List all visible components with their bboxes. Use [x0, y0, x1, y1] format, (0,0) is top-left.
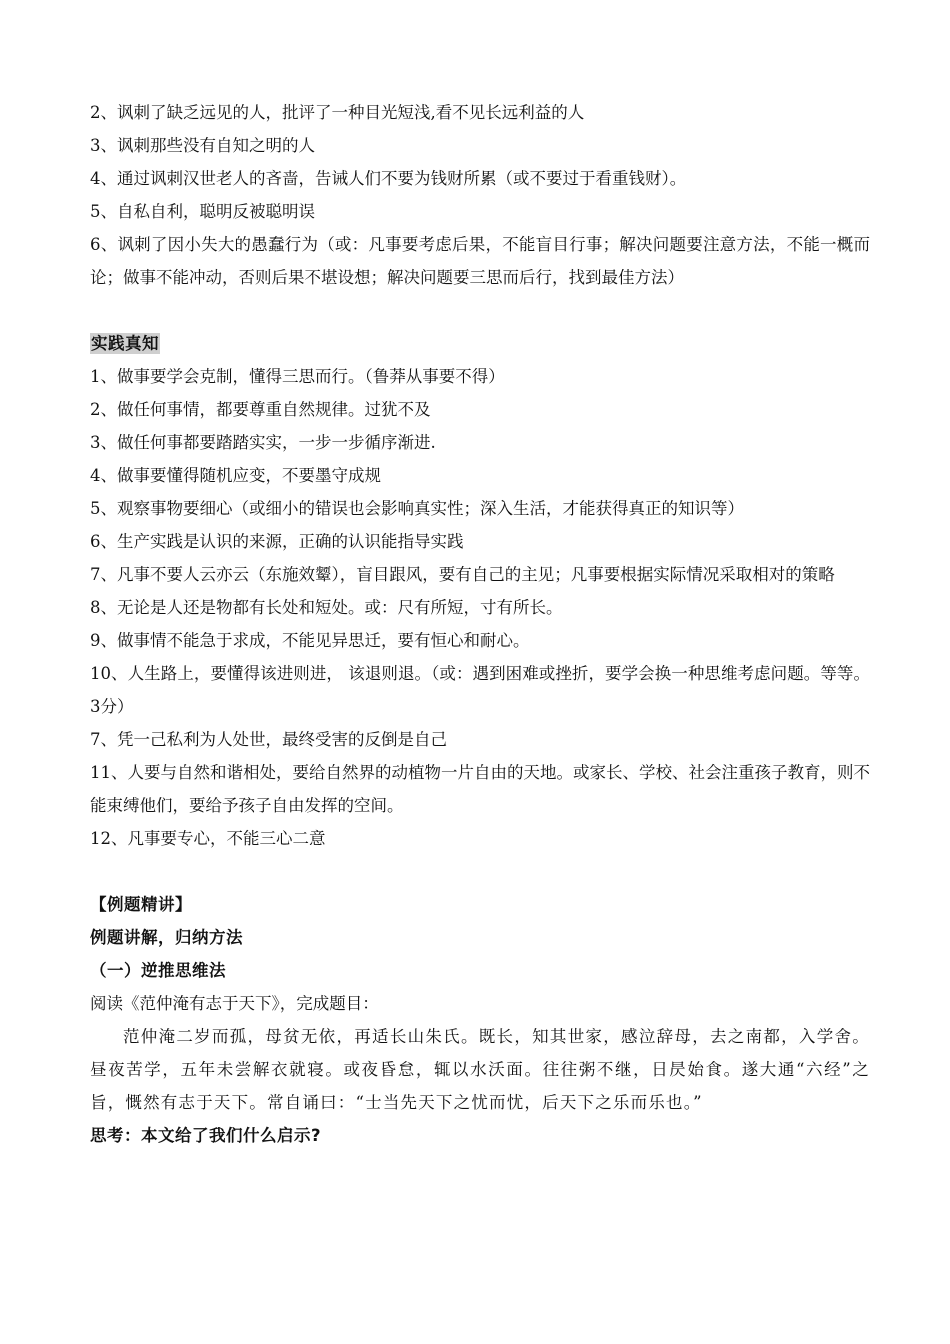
practice-item: 3、做任何事都要踏踏实实，一步一步循序渐进.	[90, 433, 436, 452]
intro-item-3: 3、讽刺那些没有自知之明的人	[90, 136, 315, 155]
method-heading: （一）逆推思维法	[90, 961, 226, 980]
practice-list	[90, 360, 870, 855]
practice-item: 10、人生路上，要懂得该进则进， 该退则退。（或：遇到困难或挫折，要学会换一种思维考虑问题。等等。3分）	[90, 664, 870, 716]
intro-item-2: 2、讽刺了缺乏远见的人，批评了一种目光短浅,看不见长远利益的人	[90, 103, 585, 122]
reading-prompt: 阅读《范仲淹有志于天下》，完成题目：	[90, 994, 379, 1013]
practice-heading-text: 实践真知	[91, 334, 159, 353]
example-subheading: 例题讲解，归纳方法	[90, 928, 243, 947]
intro-list	[90, 96, 870, 294]
classical-passage: 范仲淹二岁而孤，母贫无依，再适长山朱氏。既长，知其世家，感泣辞母，去之南都，入学舍。昼夜苦学，五年未尝解衣就寝。或夜昏怠，辄以水沃面。往往粥不继，日昃始食。遂大通“六经”之旨，慨然有志于天下。常自诵曰：“士当先天下之忧而忧，后天下之乐而乐也。”	[90, 1027, 870, 1112]
practice-item: 1、做事要学会克制，懂得三思而行。（鲁莽从事要不得）	[90, 367, 505, 386]
question-text: 思考：本文给了我们什么启示?	[90, 1126, 322, 1145]
practice-item: 12、凡事要专心，不能三心二意	[90, 829, 326, 848]
spacer	[90, 294, 870, 327]
practice-item: 5、观察事物要细心（或细小的错误也会影响真实性；深入生活，才能获得真正的知识等）	[90, 499, 744, 518]
spacer	[90, 855, 870, 888]
practice-item: 8、无论是人还是物都有长处和短处。或：尺有所短，寸有所长。	[90, 598, 563, 617]
practice-item: 2、做任何事情，都要尊重自然规律。过犹不及	[90, 400, 431, 419]
practice-item: 7、凡事不要人云亦云（东施效颦），盲目跟风，要有自己的主见；凡事要根据实际情况采取相对的策略	[90, 565, 835, 584]
document-page	[90, 96, 870, 1152]
example-heading: 【例题精讲】	[90, 895, 192, 914]
practice-item: 6、生产实践是认识的来源，正确的认识能指导实践	[90, 532, 464, 551]
practice-item: 4、做事要懂得随机应变，不要墨守成规	[90, 466, 381, 485]
intro-item-4: 4、通过讽刺汉世老人的吝啬，告诫人们不要为钱财所累（或不要过于看重钱财）。	[90, 169, 687, 188]
practice-item: 11、人要与自然和谐相处，要给自然界的动植物一片自由的天地。或家长、学校、社会注重孩子教育，则不能束缚他们，要给予孩子自由发挥的空间。	[90, 763, 870, 815]
practice-item: 7、凭一己私利为人处世，最终受害的反倒是自己	[90, 730, 447, 749]
intro-item-6: 6、讽刺了因小失大的愚蠢行为（或：凡事要考虑后果，不能盲目行事；解决问题要注意方法，不能一概而论；做事不能冲动，否则后果不堪设想；解决问题要三思而后行，找到最佳方法）	[90, 235, 870, 287]
intro-item-5: 5、自私自利，聪明反被聪明误	[90, 202, 315, 221]
practice-heading	[90, 327, 870, 360]
practice-item: 9、做事情不能急于求成，不能见异思迁，要有恒心和耐心。	[90, 631, 530, 650]
